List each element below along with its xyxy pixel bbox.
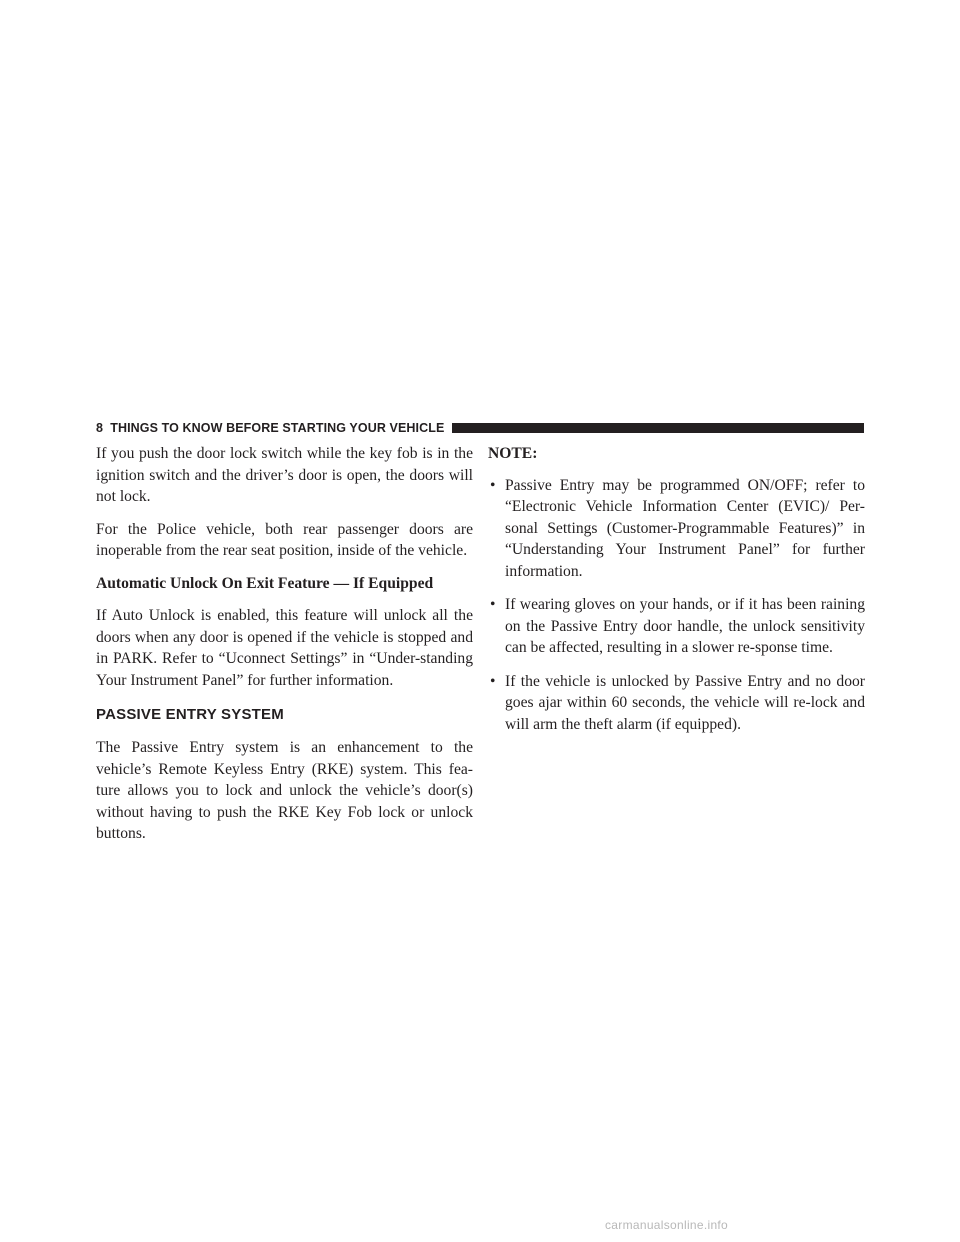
list-item xyxy=(488,475,865,583)
paragraph-door-lock-switch: If you push the door lock switch while the key fob is in the ignition switch and the driver’s door is open, the doors will not lock. xyxy=(96,445,473,505)
section-heading-passive-entry: PASSIVE ENTRY SYSTEM xyxy=(96,706,284,723)
header-rule xyxy=(452,423,864,433)
left-column xyxy=(96,443,473,856)
page-number: 8 xyxy=(96,421,104,435)
subheading-auto-unlock: Automatic Unlock On Exit Feature — If Equipped xyxy=(96,574,434,592)
note-bullet-list xyxy=(488,475,865,736)
paragraph-police-vehicle: For the Police vehicle, both rear passenger doors are inoperable from the rear seat position, inside of the vehicle. xyxy=(96,520,473,559)
right-column xyxy=(488,443,865,747)
list-item xyxy=(488,594,865,659)
paragraph-auto-unlock: If Auto Unlock is enabled, this feature will unlock all the doors when any door is opened if the vehicle is stopped and in PARK. Refer to “Uconnect Settings” in “Under-standing Your Instrument Panel” for further information. xyxy=(96,607,473,689)
page-header-text xyxy=(96,421,452,435)
bullet-icon: • xyxy=(490,476,496,494)
note-label: NOTE: xyxy=(488,445,538,462)
chapter-title: THINGS TO KNOW BEFORE STARTING YOUR VEHICLE xyxy=(110,421,445,435)
bullet-text: Passive Entry may be programmed ON/OFF; refer to “Electronic Vehicle Information Center (EVIC)/ Per-sonal Settings (Customer-Programmable Features)” in “Understanding Your Instrument Panel” for further information. xyxy=(505,476,865,580)
bullet-icon: • xyxy=(490,672,496,690)
paragraph-passive-entry: The Passive Entry system is an enhancement to the vehicle’s Remote Keyless Entry (RKE) system. This fea-ture allows you to lock and unlock the vehicle’s door(s) without having to push the RKE Key Fob lock or unlock buttons. xyxy=(96,739,473,842)
list-item xyxy=(488,671,865,736)
bullet-text: If wearing gloves on your hands, or if it has been raining on the Passive Entry door handle, the unlock sensitivity can be affected, resulting in a slower re-sponse time. xyxy=(505,596,865,656)
footer-watermark: carmanualsonline.info xyxy=(605,1218,729,1232)
bullet-icon: • xyxy=(490,596,496,613)
bullet-text: If the vehicle is unlocked by Passive Entry and no door goes ajar within 60 seconds, the vehicle will re-lock and will arm the theft alarm (if equipped). xyxy=(505,672,865,733)
page-header xyxy=(96,419,864,437)
